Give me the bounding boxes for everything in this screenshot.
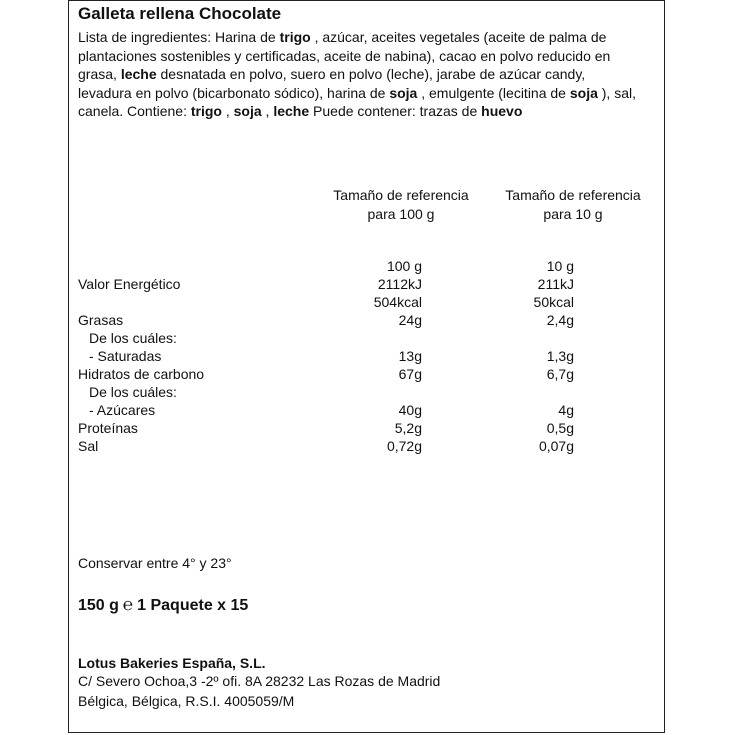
ingredient-text: , emulgente (lecitina de	[417, 84, 570, 101]
nutrient-label: De los cuáles:	[89, 330, 177, 346]
nutrition-row	[0, 402, 735, 420]
value-per-10g: 211kJ	[537, 276, 574, 292]
value-per-10g: 1,3g	[546, 348, 574, 364]
allergen: trigo	[279, 29, 311, 45]
allergen: leche	[120, 66, 157, 83]
ingredient-text: ,	[221, 103, 234, 120]
allergen: huevo	[481, 103, 523, 120]
ingredient-text: Lista de ingredientes: Harina de	[78, 29, 280, 45]
nutrient-label: Hidratos de carbono	[78, 366, 205, 382]
estimated-sign-icon: ℮	[122, 595, 134, 614]
ingredients-list	[78, 28, 638, 121]
nutrient-label: - Azúcares	[89, 402, 156, 418]
value-per-10g: 10 g	[546, 258, 574, 274]
ingredient-text: desnatada en polvo, suero en polvo (leche), jarabe de azúcar candy, levadura en polvo (bicarbonato sódico), harina de	[78, 66, 586, 101]
value-per-10g: 6,7g	[546, 366, 574, 382]
nutrition-row	[0, 312, 735, 330]
col-header-10g-line1: Tamaño de referencia	[505, 187, 641, 203]
nutrient-label: Proteínas	[78, 420, 138, 436]
value-per-10g: 50kcal	[533, 294, 574, 310]
company-name: Lotus Bakeries España, S.L.	[78, 655, 266, 671]
value-per-10g: 4g	[558, 402, 574, 418]
value-per-100g: 0,72g	[386, 438, 422, 454]
allergen: soja	[233, 103, 262, 120]
col-header-100g	[312, 186, 490, 224]
product-title: Galleta rellena Chocolate	[78, 4, 282, 23]
value-per-100g: 24g	[398, 312, 422, 328]
value-per-100g: 67g	[398, 366, 422, 382]
package-units: 1 Paquete x 15	[137, 597, 249, 614]
nutrient-label: Grasas	[78, 312, 124, 328]
value-per-10g: 0,5g	[546, 420, 574, 436]
net-weight: 150 g	[78, 597, 119, 614]
allergen: soja	[389, 84, 418, 101]
nutrition-row	[0, 294, 735, 312]
nutrition-row	[0, 330, 735, 348]
nutrient-label: Valor Energético	[78, 276, 181, 292]
nutrient-label: - Saturadas	[89, 348, 162, 364]
storage-conditions: Conservar entre 4° y 23°	[78, 555, 232, 571]
col-header-100g-line1: Tamaño de referencia	[333, 187, 469, 203]
col-header-10g-line2: para 10 g	[543, 206, 603, 222]
nutrient-label: De los cuáles:	[89, 384, 177, 400]
nutrition-row	[0, 420, 735, 438]
value-per-100g: 5,2g	[394, 420, 422, 436]
allergen: soja	[569, 84, 598, 101]
value-per-100g: 504kcal	[373, 294, 422, 310]
ingredient-text: , azúcar, aceites vegetales (aceite de palma de plantaciones sostenibles y certificadas, aceite de nabina), cacao en polvo reducido en grasa,	[78, 29, 611, 83]
nutrition-row	[0, 438, 735, 456]
col-header-10g	[484, 186, 662, 224]
nutrient-label: Sal	[78, 438, 99, 454]
nutrition-row	[0, 384, 735, 402]
value-per-100g: 13g	[398, 348, 422, 364]
package-weight-line	[78, 595, 248, 615]
ingredient-text: ), sal, canela. Contiene:	[78, 84, 636, 120]
nutrition-row	[0, 276, 735, 294]
company-registry: Bélgica, Bélgica, R.S.I. 4005059/M	[78, 693, 295, 709]
ingredient-text: ,	[261, 103, 274, 120]
value-per-100g: 40g	[398, 402, 422, 418]
company-address: C/ Severo Ochoa,3 -2º ofi. 8A 28232 Las Rozas de Madrid	[78, 673, 441, 689]
value-per-10g: 0,07g	[538, 438, 574, 454]
value-per-100g: 100 g	[386, 258, 422, 274]
allergen: leche	[273, 103, 310, 120]
value-per-10g: 2,4g	[546, 312, 574, 328]
nutrition-row	[0, 258, 735, 276]
allergen: trigo	[190, 103, 222, 120]
col-header-100g-line2: para 100 g	[367, 206, 435, 222]
ingredient-text: Puede contener: trazas de	[309, 103, 482, 120]
value-per-100g: 2112kJ	[377, 276, 422, 292]
nutrition-row	[0, 348, 735, 366]
nutrition-row	[0, 366, 735, 384]
